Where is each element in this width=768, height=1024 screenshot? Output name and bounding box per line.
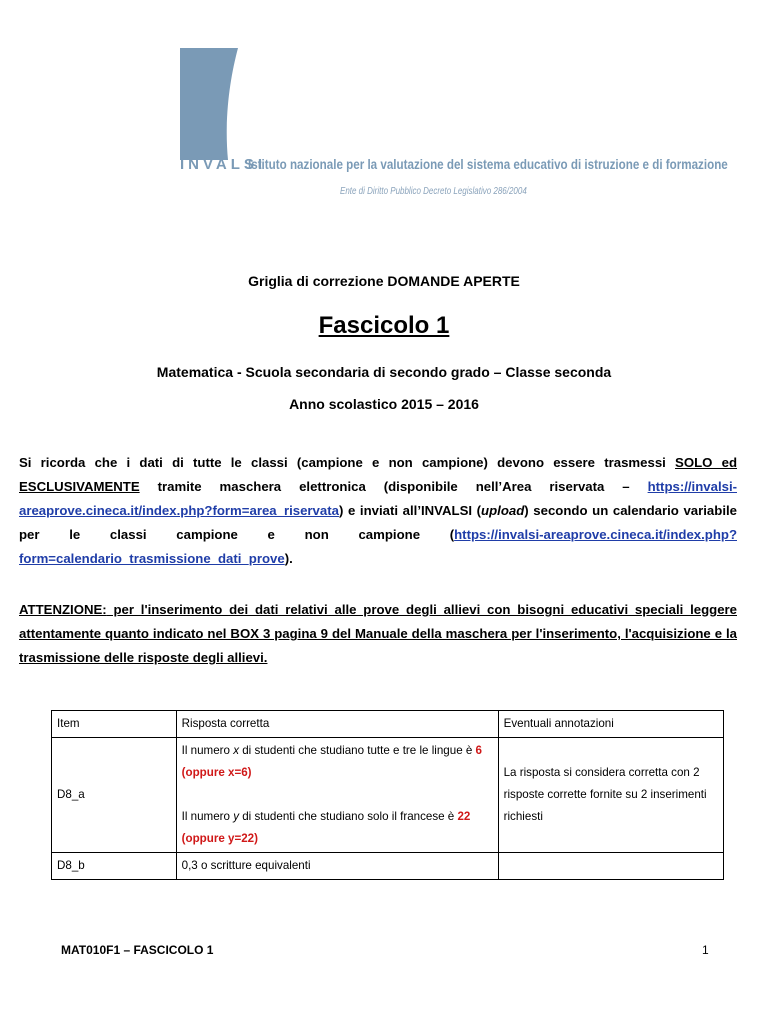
table-row [52,738,724,853]
table-row [52,853,724,880]
footer-code: MAT010F1 – FASCICOLO 1 [61,943,214,957]
item-cell: D8_a [52,738,177,853]
item-cell: D8_b [52,853,177,880]
grid-title: Griglia di correzione DOMANDE APERTE [248,273,520,289]
notice-text: ) secondo un calendario variabile per le classi campione e non campione ( [19,503,737,542]
school-year: Anno scolastico 2015 – 2016 [289,396,479,412]
column-header-item: Item [52,711,177,738]
answer-variable: y [233,810,239,823]
transmission-notice [19,451,737,571]
notes-cell [498,853,723,880]
subject-line: Matematica - Scuola secondaria di secondo grado – Classe seconda [156,364,612,380]
calendario-link[interactable]: https://invalsi-areaprove.cineca.it/index.php?form=calendario_trasmissione_dati_prove [19,527,737,566]
answer-text: Il numero [181,810,234,823]
page-number: 1 [702,943,709,957]
answer-line-x [182,740,493,784]
attention-text: per l'inserimento dei dati relativi alle prove degli allievi con bisogni educativi speciali leggere attentamente quanto indicato nel BOX 3 pagina 9 del Manuale della maschera per l'inserimento, l'acquisizione e la trasmissione delle risposte degli allievi. [19,602,737,665]
correct-answer: 22 (oppure y=22) [181,810,471,845]
answer-text: Il numero [181,744,234,757]
logo-brand: INVALSI [180,156,267,173]
answer-variable: x [233,744,239,757]
notice-emphasis: SOLO ed ESCLUSIVAMENTE [19,455,738,494]
answer-line-y [182,806,493,850]
logo-subtitle: Ente di Diritto Pubblico Decreto Legislativo 286/2004 [340,186,527,197]
notice-text: ) e inviati all’INVALSI ( [338,503,482,518]
logo-institute-name: Istituto nazionale per la valutazione del sistema educativo di istruzione e di formazione [248,156,728,172]
answer-cell: 0,3 o scritture equivalenti [176,853,498,880]
attention-label: ATTENZIONE: [19,602,107,617]
column-header-answer: Risposta corretta [176,711,498,738]
answer-cell [176,738,498,853]
attention-notice [19,598,737,670]
answer-text: di studenti che studiano tutte e tre le lingue è [239,744,476,757]
notice-text: ). [284,551,293,566]
area-riservata-link[interactable]: https://invalsi-areaprove.cineca.it/index.php?form=area_riservata [19,479,737,518]
correction-table [51,710,724,880]
column-header-notes: Eventuali annotazioni [498,711,723,738]
notes-cell: La risposta si considera corretta con 2 risposte corrette fornite su 2 inserimenti richiesti [498,738,723,853]
booklet-title: Fascicolo 1 [318,312,450,339]
notice-text: Si ricorda che i dati di tutte le classi (campione e non campione) devono essere trasmessi [19,455,676,470]
notice-upload: upload [481,503,525,518]
table-header-row [52,711,724,738]
answer-text: di studenti che studiano solo il francese è [239,810,458,823]
invalsi-logo-mark [180,48,238,160]
correct-answer: 6 (oppure x=6) [181,744,482,779]
notice-text: tramite maschera elettronica (disponibile nell’Area riservata – [139,479,648,494]
